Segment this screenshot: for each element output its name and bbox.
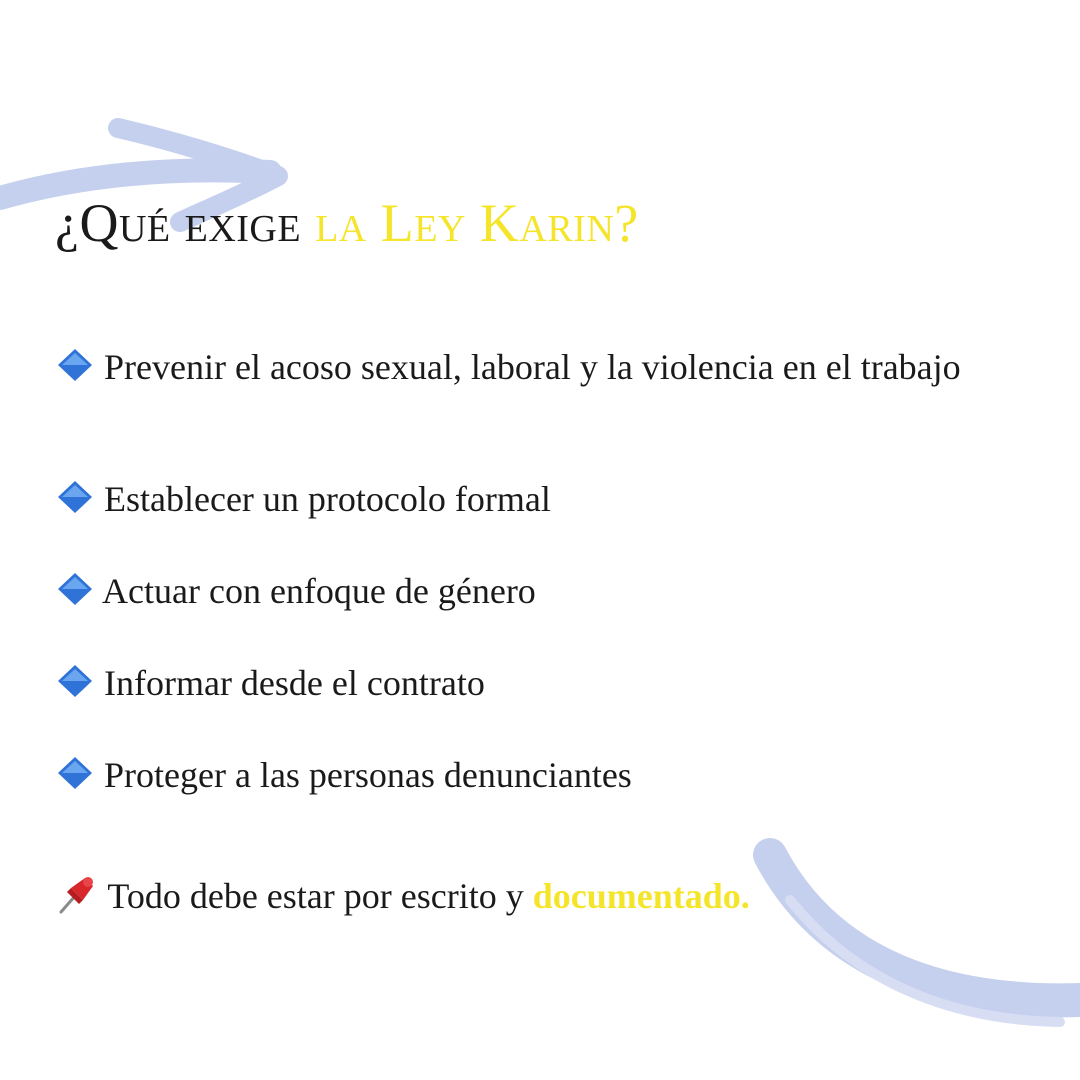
note [55,872,1015,917]
list-item [55,570,1015,612]
title-question-mark: ? [614,193,639,253]
list-item [55,478,1015,520]
list-item [55,346,1015,388]
blue-diamond-icon [55,479,95,515]
blue-diamond-icon [55,755,95,791]
title-part-1: ¿Qué exige [55,193,302,253]
list-item-text: Informar desde el contrato [104,663,485,703]
blue-diamond-icon [55,347,95,383]
page-title [55,188,639,258]
pushpin-icon [55,872,99,916]
blue-diamond-icon [55,663,95,699]
list-item-text: Prevenir el acoso sexual, laboral y la violencia en el trabajo [104,347,961,387]
blue-diamond-icon [55,571,95,607]
list-item [55,662,1015,704]
list-item-text: Proteger a las personas denunciantes [104,755,632,795]
note-text: Todo debe estar por escrito y [107,876,524,916]
title-part-2: la Ley Karin [315,193,615,253]
list-item-text: Actuar con enfoque de género [102,571,536,611]
list-item-text: Establecer un protocolo formal [104,479,551,519]
list-item [55,754,1015,796]
note-highlight: documentado. [532,876,750,916]
